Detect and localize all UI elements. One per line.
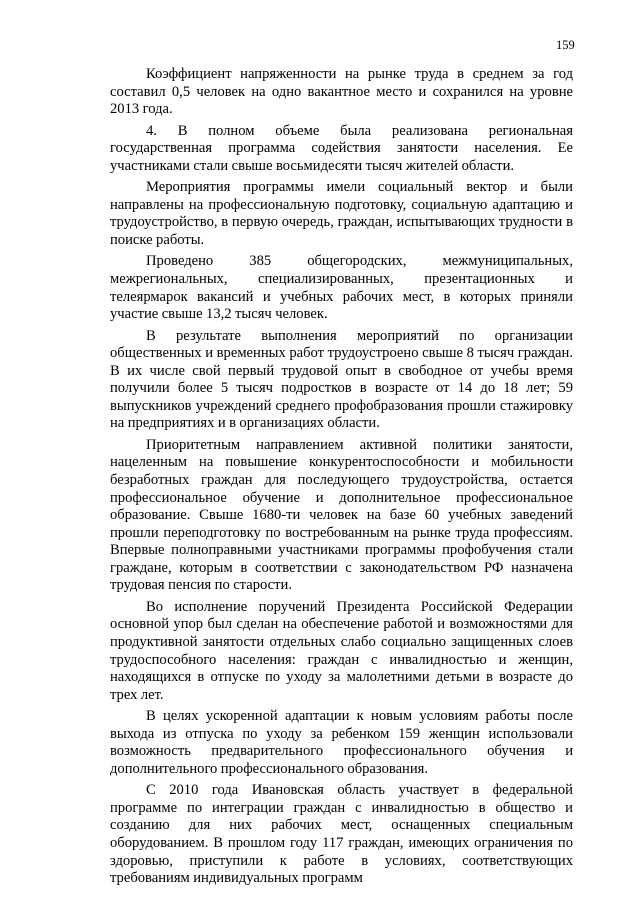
paragraph: Коэффициент напряженности на рынке труда в среднем за год составил 0,5 человек на одно вакантное место и сохранился на уровне 2013 года.	[110, 66, 573, 118]
paragraph: Проведено 385 общегородских, межмуниципальных, межрегиональных, специализированных, презентационных и телеярмарок вакансий и учебных рабочих мест, в которых приняли участие свыше 13,2 тысяч человек.	[110, 253, 573, 323]
paragraph: В результате выполнения мероприятий по организации общественных и временных работ трудоустроено свыше 8 тысяч граждан. В их числе свой первый трудовой опыт в свободное от учебы время получили более 5 тысяч подростков в возрасте от 14 до 18 лет; 59 выпускников учреждений среднего профобразования прошли стажировку на предприятиях и в организациях области.	[110, 327, 573, 432]
page-number: 159	[556, 38, 575, 52]
body-text	[110, 66, 573, 888]
paragraph: С 2010 года Ивановская область участвует в федеральной программе по интеграции граждан с инвалидностью в общество и созданию для них рабочих мест, оснащенных специальным оборудованием. В прошлом году 117 граждан, имеющих ограничения по здоровью, приступили к работе в условиях, соответствующих требованиям индивидуальных программ	[110, 782, 573, 887]
paragraph: Мероприятия программы имели социальный вектор и были направлены на профессиональную подготовку, социальную адаптацию и трудоустройство, в первую очередь, граждан, испытывающих трудности в поиске работы.	[110, 179, 573, 248]
paragraph: В целях ускоренной адаптации к новым условиям работы после выхода из отпуска по уходу за ребенком 159 женщин использовали возможность предварительного профессионального обучения и дополнительного профессионального образования.	[110, 708, 573, 777]
paragraph: Во исполнение поручений Президента Российской Федерации основной упор был сделан на обеспечение работой и возможностями для продуктивной занятости отдельных слабо социально защищенных слоев трудоспособного населения: граждан с инвалидностью и женщин, находящихся в отпуске по уходу за малолетними детьми в возрасте до трех лет.	[110, 598, 573, 703]
paragraph: 4. В полном объеме была реализована региональная государственная программа содействия занятости населения. Ее участниками стали свыше восьмидесяти тысяч жителей области.	[110, 122, 573, 174]
paragraph: Приоритетным направлением активной политики занятости, нацеленным на повышение конкурентоспособности и мобильности безработных граждан для последующего трудоустройства, остается профессиональное обучение и дополнительное профессиональное образование. Свыше 1680-ти человек на базе 60 учебных заведений прошли переподготовку по востребованным на рынке труда профессиям. Впервые полноправными участниками программы профобучения стали граждане, которым в соответствии с законодательством РФ назначена трудовая пенсия по старости.	[110, 436, 573, 594]
